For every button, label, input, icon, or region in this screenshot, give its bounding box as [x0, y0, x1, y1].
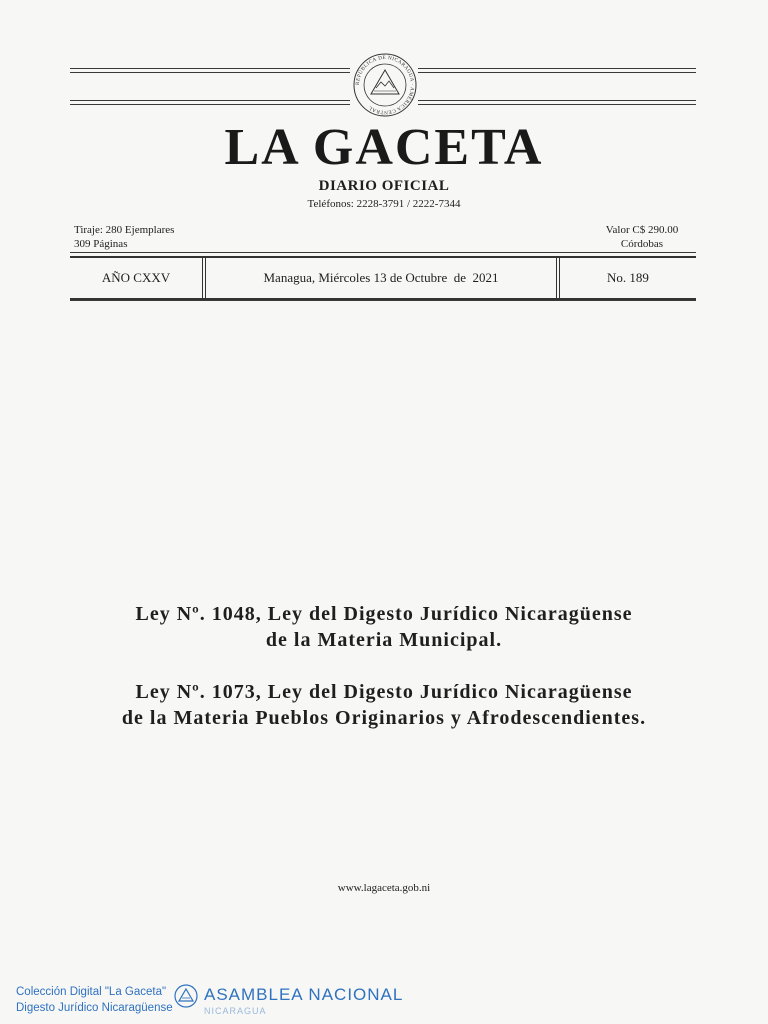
- tiraje-text: Tiraje: 280 Ejemplares: [74, 224, 175, 236]
- asamblea-country: NICARAGUA: [204, 1006, 267, 1016]
- law-1073-line1: Ley Nº. 1073, Ley del Digesto Jurídico Nicaragüense: [135, 681, 633, 703]
- upper-rule-right: [418, 100, 696, 101]
- national-seal-icon: [352, 52, 418, 118]
- diario-oficial-subtitle: DIARIO OFICIAL: [318, 178, 450, 194]
- issue-number: No. 189: [607, 270, 649, 285]
- issue-date: Managua, Miércoles 13 de Octubre de 2021: [263, 270, 499, 285]
- collection-line1: Colección Digital "La Gaceta": [16, 986, 167, 998]
- law-1073-line2: de la Materia Pueblos Originarios y Afrodescendientes.: [121, 707, 647, 729]
- moneda-text: Córdobas: [620, 238, 664, 250]
- issue-year: AÑO CXXV: [101, 270, 171, 285]
- paginas-text: 309 Páginas: [74, 238, 128, 250]
- number-cell: [560, 258, 696, 298]
- upper-rule-left-2: [70, 104, 350, 105]
- issue-info-bar: [70, 256, 696, 300]
- top-rule-right-2: [418, 72, 696, 73]
- valor-text: Valor C$ 290.00: [605, 224, 679, 236]
- info-bar-top-rule: [70, 252, 696, 253]
- collection-line2: Digesto Jurídico Nicaragüense: [16, 1002, 173, 1014]
- asamblea-emblem-icon: [174, 984, 198, 1008]
- top-rule-right: [418, 68, 696, 69]
- upper-rule-left: [70, 100, 350, 101]
- law-1048-line2: de la Materia Municipal.: [265, 629, 503, 651]
- website-link[interactable]: www.lagaceta.gob.ni: [337, 882, 431, 894]
- info-bar-bottom-rule: [70, 300, 696, 301]
- svg-text:REPÚBLICA DE NICARAGUA · AMÉRI: REPÚBLICA DE NICARAGUA · AMÉRICA CENTRAL: [354, 54, 416, 116]
- phone-numbers: Teléfonos: 2228-3791 / 2222-7344: [307, 198, 461, 210]
- collection-footer: [16, 984, 173, 1016]
- top-rule-left: [70, 68, 350, 69]
- masthead-title: LA GACETA: [224, 119, 544, 176]
- upper-rule-right-2: [418, 104, 696, 105]
- law-1048-line1: Ley Nº. 1048, Ley del Digesto Jurídico Nicaragüense: [135, 603, 633, 625]
- asamblea-logo-block: [174, 984, 403, 1014]
- date-cell: [206, 258, 556, 298]
- asamblea-name: ASAMBLEA NACIONAL: [204, 985, 404, 1004]
- year-cell: [70, 258, 202, 298]
- top-rule-left-2: [70, 72, 350, 73]
